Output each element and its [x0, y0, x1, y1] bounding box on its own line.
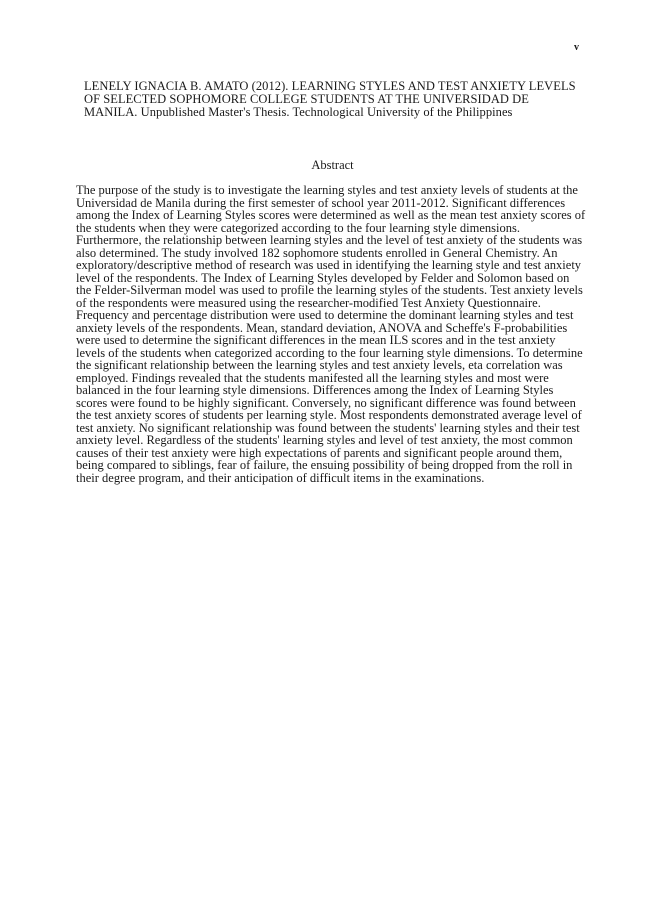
abstract-heading: Abstract: [311, 158, 354, 172]
thesis-citation: LENELY IGNACIA B. AMATO (2012). LEARNING STYLES AND TEST ANXIETY LEVELS OF SELECTED SOPHOMORE COLLEGE STUDENTS AT THE UNIVERSIDAD DE MANILA. Unpublished Master's Thesis. Technological University of the Philippines: [84, 79, 576, 119]
abstract-body: The purpose of the study is to investigate the learning styles and test anxiety levels of students at the Universidad de Manila during the first semester of school year 2011-2012. Significant differences among the Index of Learning Styles scores were determined as well as the mean test anxiety scores of the students when they were categorized according to the four learning style dimensions. Furthermore, the relationship between learning styles and the level of test anxiety of the students was also determined. The study involved 182 sophomore students enrolled in General Chemistry. An exploratory/descriptive method of research was used in identifying the learning style and test anxiety level of the respondents. The Index of Learning Styles developed by Felder and Solomon based on the Felder-Silverman model was used to profile the learning styles of the students. Test anxiety levels of the respondents were measured using the researcher-modified Test Anxiety Questionnaire. Frequency and percentage distribution were used to determine the dominant learning styles and test anxiety levels of the respondents. Mean, standard deviation, ANOVA and Scheffe's F-probabilities were used to determine the significant differences in the mean ILS scores and in the test anxiety levels of the students when categorized according to the four learning style dimensions. To determine the significant relationship between the learning styles and test anxiety levels, eta correlation was employed. Findings revealed that the students manifested all the learning styles and most were balanced in the four learning style dimensions. Differences among the Index of Learning Styles scores were found to be highly significant. Conversely, no significant difference was found between the test anxiety scores of students per learning style. Most respondents demonstrated average level of test anxiety. No significant relationship was found between the students' learning styles and their test anxiety level. Regardless of the students' learning styles and level of test anxiety, the most common causes of their test anxiety were high expectations of parents and significant people around them, being compared to siblings, fear of failure, the ensuing possibility of being dropped from the roll in their degree program, and their anticipation of difficult items in the examinations.: [76, 183, 586, 485]
page-number: v: [574, 42, 579, 53]
